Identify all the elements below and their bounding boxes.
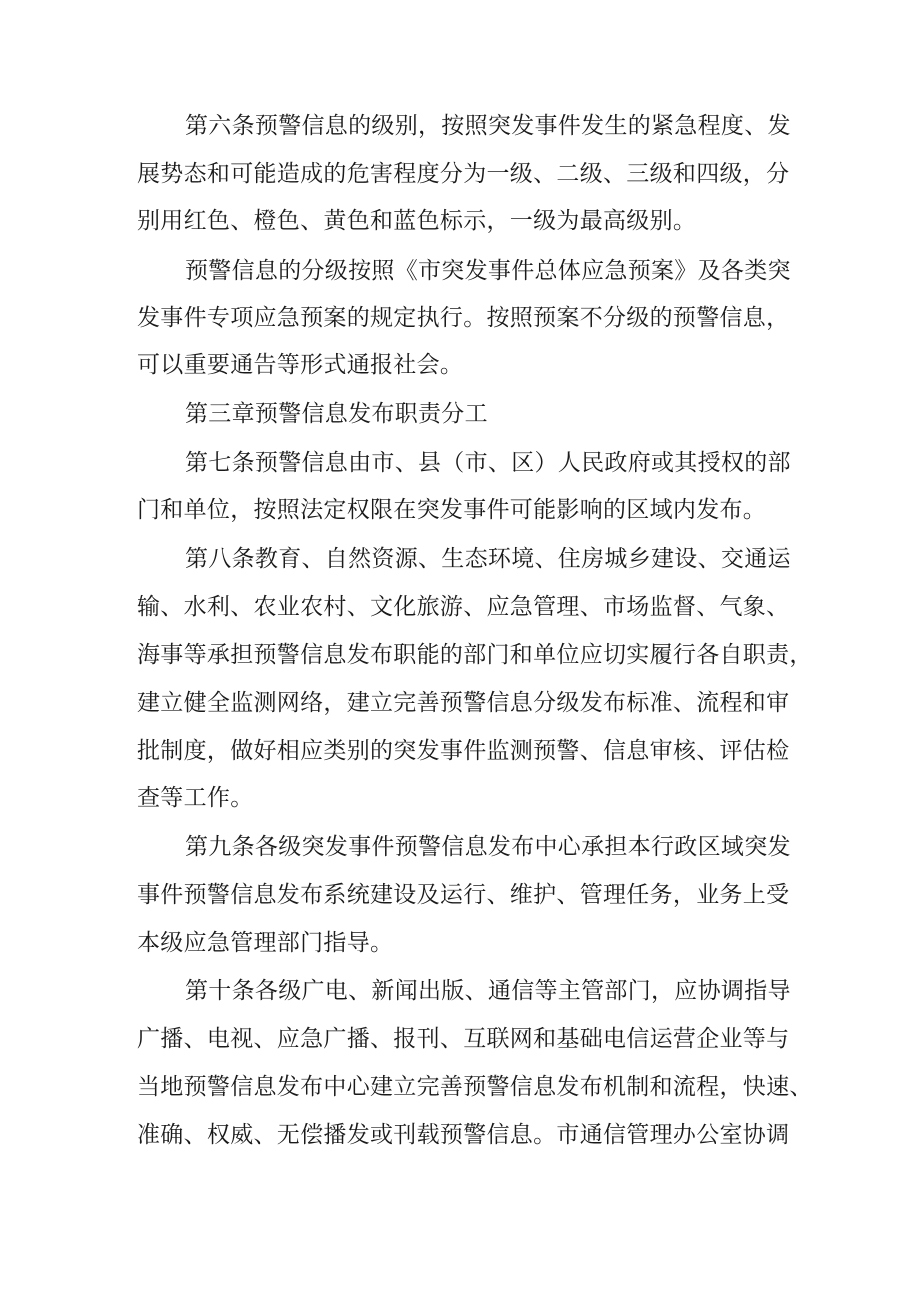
text-line: 输、水利、农业农村、文化旅游、应急管理、市场监督、气象、 bbox=[137, 594, 790, 620]
text-line: 预警信息的分级按照《市突发事件总体应急预案》及各类突 bbox=[185, 258, 791, 284]
text-line: 批制度，做好相应类别的突发事件监测预警、信息审核、评估检 bbox=[137, 738, 790, 764]
text-line: 广播、电视、应急广播、报刊、互联网和基础电信运营企业等与 bbox=[137, 1026, 790, 1052]
text-line: 发事件专项应急预案的规定执行。按照预案不分级的预警信息， bbox=[137, 305, 790, 331]
text-line: 门和单位，按照法定权限在突发事件可能影响的区域内发布。 bbox=[137, 497, 767, 523]
text-line: 事件预警信息发布系统建设及运行、维护、管理任务，业务上受 bbox=[137, 882, 790, 908]
text-line: 第十条各级广电、新闻出版、通信等主管部门，应协调指导 bbox=[185, 978, 791, 1004]
text-line: 可以重要通告等形式通报社会。 bbox=[137, 352, 464, 378]
text-line: 查等工作。 bbox=[137, 785, 254, 811]
text-line: 当地预警信息发布中心建立完善预警信息发布机制和流程，快速、 bbox=[137, 1074, 813, 1100]
chapter-heading: 第三章预警信息发布职责分工 bbox=[185, 401, 488, 427]
text-line: 第七条预警信息由市、县（市、区）人民政府或其授权的部 bbox=[185, 450, 791, 476]
text-line: 海事等承担预警信息发布职能的部门和单位应切实履行各自职责， bbox=[137, 642, 813, 668]
text-line: 本级应急管理部门指导。 bbox=[137, 930, 394, 956]
text-line: 第八条教育、自然资源、生态环境、住房城乡建设、交通运 bbox=[185, 546, 791, 572]
text-line: 建立健全监测网络，建立完善预警信息分级发布标准、流程和审 bbox=[137, 690, 790, 716]
text-line: 展势态和可能造成的危害程度分为一级、二级、三级和四级，分 bbox=[137, 161, 790, 187]
text-line: 准确、权威、无偿播发或刊载预警信息。市通信管理办公室协调 bbox=[137, 1122, 790, 1148]
text-line: 第六条预警信息的级别，按照突发事件发生的紧急程度、发 bbox=[185, 113, 791, 139]
text-line: 别用红色、橙色、黄色和蓝色标示，一级为最高级别。 bbox=[137, 208, 697, 234]
text-line: 第九条各级突发事件预警信息发布中心承担本行政区域突发 bbox=[185, 834, 791, 860]
